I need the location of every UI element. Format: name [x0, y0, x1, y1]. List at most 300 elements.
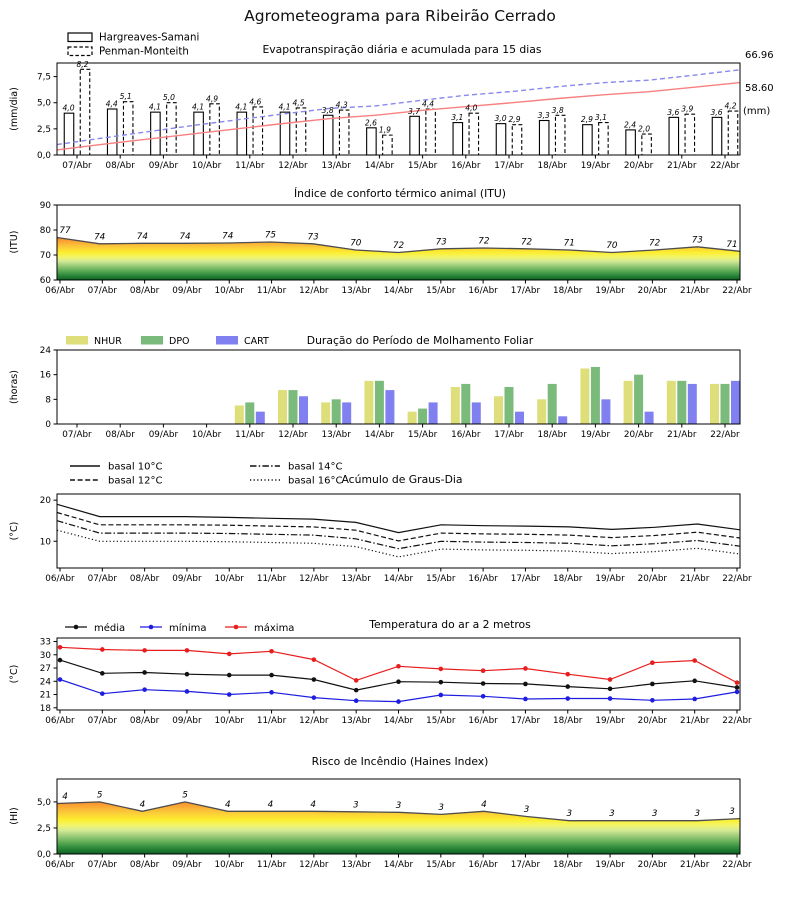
marker-média — [650, 682, 655, 687]
x-tick-label: 11/Abr — [256, 716, 287, 726]
marker-mínima — [396, 699, 401, 704]
x-tick-label: 09/Abr — [148, 430, 179, 440]
x-tick-label: 22/Abr — [722, 716, 752, 726]
point-value-label: 3 — [523, 805, 530, 815]
bar-cart — [256, 412, 265, 424]
marker-média — [269, 673, 274, 678]
marker-média — [142, 670, 147, 675]
bar-value-label: 4,1 — [192, 102, 205, 112]
x-tick-label: 13/Abr — [341, 716, 371, 726]
x-tick-label: 15/Abr — [426, 574, 456, 584]
point-value-label: 4 — [62, 791, 68, 802]
bar-value-label: 3,6 — [667, 107, 680, 117]
bar-value-label: 5,1 — [119, 92, 132, 102]
chart-graus-dia — [9, 462, 752, 585]
marker-mínima — [269, 690, 274, 695]
marker-mínima — [481, 694, 486, 699]
x-tick-label: 21/Abr — [667, 430, 697, 440]
y-tick-label: 5,0 — [37, 797, 51, 808]
x-tick-label: 12/Abr — [299, 860, 329, 870]
point-value-label: 3 — [566, 809, 573, 820]
marker-média — [354, 688, 359, 693]
marker-máxima — [439, 667, 444, 672]
x-tick-label: 18/Abr — [537, 161, 567, 171]
x-tick-label: 17/Abr — [510, 286, 541, 296]
y-tick-label: 70 — [39, 251, 51, 261]
bar-value-label: 3,8 — [321, 105, 334, 115]
x-tick-label: 17/Abr — [510, 860, 541, 870]
x-tick-label: 19/Abr — [580, 161, 611, 171]
y-tick-label: 33 — [39, 637, 51, 648]
x-tick-label: 13/Abr — [321, 430, 351, 440]
x-tick-label: 14/Abr — [364, 430, 395, 440]
x-tick-label: 19/Abr — [595, 286, 625, 296]
bar-dpo — [591, 367, 600, 424]
x-tick-label: 22/Abr — [722, 286, 752, 296]
x-tick-label: 13/Abr — [341, 286, 371, 296]
point-value-label: 74 — [222, 231, 234, 242]
bar-penman — [80, 69, 90, 155]
marker-média — [481, 681, 486, 686]
marker-mínima — [692, 697, 697, 702]
x-tick-label: 09/Abr — [172, 574, 202, 584]
bar-nhur — [364, 381, 373, 424]
y-tick-label: 0,0 — [37, 151, 51, 161]
marker-média — [523, 682, 528, 687]
y-tick-label: 24 — [39, 677, 51, 688]
x-tick-label: 08/Abr — [129, 716, 160, 726]
x-tick-label: 16/Abr — [468, 574, 498, 584]
marker-mínima — [439, 693, 444, 698]
x-tick-label: 19/Abr — [595, 716, 625, 726]
marker-máxima — [227, 652, 232, 657]
marker-média — [58, 658, 63, 663]
bar-hargreaves — [367, 128, 377, 155]
y-tick-label: 27 — [39, 664, 51, 675]
bar-penman — [296, 108, 306, 155]
bar-value-label: 3,1 — [451, 113, 464, 123]
bar-hargreaves — [712, 117, 722, 155]
bar-value-label: 4,0 — [62, 103, 75, 113]
x-tick-label: 19/Abr — [595, 574, 625, 584]
x-tick-label: 18/Abr — [553, 574, 583, 584]
bar-hargreaves — [626, 130, 636, 155]
x-tick-label: 06/Abr — [45, 860, 75, 870]
marker-média — [565, 684, 570, 689]
point-value-label: 74 — [179, 231, 191, 242]
marker-máxima — [142, 648, 147, 653]
x-tick-label: 07/Abr — [62, 161, 92, 171]
x-tick-label: 18/Abr — [553, 716, 583, 726]
point-value-label: 3 — [651, 809, 658, 820]
point-value-label: 72 — [649, 238, 661, 249]
point-value-label: 72 — [392, 241, 405, 251]
x-tick-label: 16/Abr — [468, 286, 498, 296]
bar-value-label: 3,9 — [681, 104, 694, 114]
x-tick-label: 22/Abr — [722, 860, 752, 870]
x-tick-label: 06/Abr — [45, 574, 75, 584]
x-tick-label: 15/Abr — [426, 860, 456, 870]
bar-hargreaves — [151, 112, 161, 155]
subplot-title: Acúmulo de Graus-Dia — [341, 473, 463, 486]
x-tick-label: 08/Abr — [105, 430, 135, 440]
bar-value-label: 4,6 — [249, 97, 262, 107]
x-tick-label: 14/Abr — [383, 286, 414, 296]
x-tick-label: 13/Abr — [341, 574, 371, 584]
x-tick-label: 06/Abr — [45, 286, 75, 296]
legend-label: Hargreaves-Samani — [99, 32, 200, 44]
marker-mínima — [100, 691, 105, 696]
bar-penman — [512, 125, 522, 155]
y-axis-label: (°C) — [9, 664, 20, 684]
x-tick-label: 17/Abr — [494, 161, 524, 171]
bar-penman — [642, 134, 652, 155]
y-tick-label: 16 — [39, 370, 51, 381]
marker-mínima — [565, 696, 570, 701]
bar-value-label: 5,0 — [162, 93, 175, 103]
bar-penman — [123, 102, 133, 155]
point-value-label: 73 — [307, 232, 319, 243]
marker-máxima — [523, 666, 528, 671]
bar-hargreaves — [410, 116, 420, 155]
bar-cart — [299, 396, 308, 424]
subplot-title: Risco de Incêndio (Haines Index) — [311, 755, 489, 768]
legend-swatch-dashed — [68, 47, 92, 56]
bar-penman — [685, 114, 695, 155]
point-value-label: 71 — [726, 239, 738, 250]
bar-value-label: 2,9 — [508, 115, 521, 125]
y-tick-label: 90 — [39, 201, 51, 211]
bar-dpo — [721, 384, 730, 424]
point-value-label: 5 — [96, 790, 103, 801]
x-tick-label: 08/Abr — [105, 161, 135, 171]
bar-penman — [555, 115, 565, 155]
x-tick-label: 10/Abr — [214, 286, 244, 296]
x-tick-label: 18/Abr — [553, 860, 583, 870]
x-tick-label: 16/Abr — [468, 716, 498, 726]
marker-máxima — [692, 658, 697, 663]
marker-máxima — [565, 672, 570, 677]
y-tick-label: 30 — [39, 650, 51, 661]
x-tick-label: 18/Abr — [537, 430, 567, 440]
marker-média — [439, 680, 444, 685]
bar-hargreaves — [453, 123, 463, 155]
x-tick-label: 21/Abr — [667, 161, 697, 171]
chart-temperatura — [9, 618, 752, 726]
y-tick-label: 5,0 — [37, 98, 51, 109]
bar-dpo — [634, 375, 643, 424]
x-tick-label: 12/Abr — [278, 430, 308, 440]
y-tick-label: 21 — [39, 690, 51, 701]
marker-máxima — [269, 649, 274, 654]
point-value-label: 71 — [563, 238, 575, 249]
bar-nhur — [710, 384, 719, 424]
x-tick-label: 12/Abr — [299, 716, 329, 726]
bar-penman — [426, 109, 436, 155]
legend-label: basal 14°C — [288, 461, 343, 473]
x-tick-label: 10/Abr — [214, 574, 244, 584]
subplot-title: Evapotranspiração diária e acumulada para 15 dias — [262, 43, 542, 56]
x-tick-label: 18/Abr — [553, 286, 583, 296]
point-value-label: 3 — [729, 807, 735, 818]
bar-value-label: 2,9 — [580, 115, 593, 125]
x-tick-label: 10/Abr — [191, 161, 222, 171]
chart-molhamento-foliar — [9, 334, 740, 440]
marker-média — [185, 672, 190, 677]
y-tick-label: 2,5 — [37, 124, 51, 135]
y-tick-label: 18 — [39, 703, 51, 714]
marker-mínima — [354, 698, 359, 703]
x-tick-label: 06/Abr — [45, 716, 75, 726]
x-tick-label: 16/Abr — [451, 161, 481, 171]
bar-dpo — [505, 387, 514, 424]
marker-média — [692, 679, 697, 684]
bar-nhur — [537, 399, 546, 424]
marker-mínima — [523, 697, 528, 702]
x-tick-label: 07/Abr — [87, 286, 118, 296]
point-value-label: 70 — [606, 241, 618, 251]
bar-nhur — [408, 412, 417, 424]
x-tick-label: 21/Abr — [679, 716, 710, 726]
bar-value-label: 2,4 — [624, 120, 637, 130]
subplot-title: Duração do Período de Molhamento Foliar — [306, 334, 534, 347]
x-tick-label: 20/Abr — [637, 286, 668, 296]
marker-média — [100, 671, 105, 676]
point-value-label: 77 — [59, 226, 71, 236]
bar-penman — [728, 111, 738, 155]
x-tick-label: 21/Abr — [679, 860, 710, 870]
bar-value-label: 1,9 — [378, 125, 391, 135]
chart-itu — [9, 187, 752, 296]
marker-máxima — [608, 677, 613, 682]
x-tick-label: 12/Abr — [299, 286, 329, 296]
bar-dpo — [418, 409, 427, 424]
bar-value-label: 8,2 — [76, 59, 89, 69]
x-tick-label: 13/Abr — [321, 161, 351, 171]
bar-hargreaves — [583, 125, 593, 155]
x-tick-label: 21/Abr — [679, 286, 710, 296]
marker-mínima — [735, 690, 740, 695]
bar-cart — [342, 402, 351, 424]
bar-hargreaves — [496, 124, 506, 155]
point-value-label: 3 — [694, 809, 701, 820]
bar-penman — [599, 123, 609, 155]
bar-value-label: 4,9 — [206, 94, 219, 104]
main-title: Agrometeograma para Ribeirão Cerrado — [244, 7, 556, 25]
point-value-label: 75 — [264, 230, 277, 241]
bar-nhur — [667, 381, 676, 424]
legend-label: basal 12°C — [108, 475, 163, 487]
bar-dpo — [461, 384, 470, 424]
chart-haines — [9, 755, 752, 870]
point-value-label: 3 — [438, 802, 444, 813]
bar-penman — [383, 135, 393, 155]
subplot-title: Temperatura do ar a 2 metros — [369, 618, 531, 631]
legend-label: basal 10°C — [108, 461, 163, 473]
bar-nhur — [321, 402, 330, 424]
marker-média — [227, 673, 232, 678]
x-tick-label: 22/Abr — [710, 430, 740, 440]
bar-hargreaves — [669, 117, 679, 155]
marker-máxima — [396, 664, 401, 669]
marker-mínima — [650, 698, 655, 703]
chart-evapotranspiracao — [9, 33, 774, 172]
penman-total-label: 66.96 — [745, 50, 774, 61]
bar-cart — [645, 412, 654, 424]
point-value-label: 70 — [350, 238, 362, 249]
x-tick-label: 12/Abr — [299, 574, 329, 584]
x-tick-label: 15/Abr — [426, 716, 456, 726]
x-tick-label: 17/Abr — [510, 574, 541, 584]
bar-dpo — [245, 402, 254, 424]
point-value-label: 72 — [520, 237, 533, 248]
bar-value-label: 3,6 — [710, 107, 723, 117]
bar-nhur — [494, 396, 503, 424]
bar-nhur — [624, 381, 633, 424]
legend-marker-máxima — [234, 625, 239, 630]
mm-unit-label: (mm) — [743, 106, 771, 117]
y-tick-label: 80 — [39, 226, 51, 236]
y-axis-label: (ITU) — [9, 230, 20, 254]
bar-penman — [469, 113, 479, 155]
point-value-label: 4 — [224, 799, 231, 810]
bar-nhur — [278, 390, 287, 424]
subplot-title: Índice de conforto térmico animal (ITU) — [293, 187, 507, 200]
bar-value-label: 4,0 — [465, 103, 478, 113]
x-tick-label: 20/Abr — [623, 161, 654, 171]
point-value-label: 72 — [478, 236, 490, 247]
x-tick-label: 20/Abr — [637, 574, 668, 584]
bar-value-label: 3,1 — [594, 113, 607, 123]
bar-value-label: 4,5 — [292, 98, 305, 108]
point-value-label: 3 — [395, 800, 402, 811]
legend-swatch-cart — [216, 336, 238, 345]
x-tick-label: 08/Abr — [129, 574, 160, 584]
legend-marker-mínima — [149, 625, 154, 630]
x-tick-label: 08/Abr — [129, 286, 160, 296]
bar-penman — [210, 104, 220, 155]
bar-cart — [688, 384, 697, 424]
x-tick-label: 09/Abr — [172, 716, 202, 726]
bar-dpo — [548, 384, 557, 424]
y-axis-label: (mm/dia) — [9, 87, 20, 131]
y-axis-label: (HI) — [9, 807, 20, 825]
x-tick-label: 09/Abr — [148, 161, 179, 171]
x-tick-label: 20/Abr — [637, 716, 668, 726]
x-tick-label: 14/Abr — [364, 161, 395, 171]
bar-dpo — [375, 381, 384, 424]
bar-value-label: 4,1 — [235, 102, 248, 112]
bar-value-label: 3,7 — [408, 106, 421, 116]
point-value-label: 4 — [481, 799, 487, 810]
legend-label: DPO — [169, 336, 190, 347]
marker-mínima — [185, 689, 190, 694]
marker-mínima — [608, 696, 613, 701]
x-tick-label: 17/Abr — [494, 430, 524, 440]
bar-cart — [558, 416, 567, 424]
point-value-label: 3 — [353, 800, 359, 811]
x-tick-label: 15/Abr — [407, 161, 438, 171]
y-tick-label: 0 — [45, 420, 51, 430]
x-tick-label: 10/Abr — [191, 430, 222, 440]
bar-cart — [429, 402, 438, 424]
x-tick-label: 08/Abr — [129, 860, 160, 870]
bar-nhur — [235, 406, 244, 425]
marker-mínima — [227, 692, 232, 697]
legend-swatch-nhur — [66, 336, 88, 345]
legend-swatch-solid — [68, 33, 92, 42]
x-tick-label: 19/Abr — [595, 860, 625, 870]
bar-cart — [515, 412, 524, 424]
x-tick-label: 11/Abr — [256, 286, 287, 296]
bar-dpo — [289, 390, 298, 424]
marker-média — [608, 686, 613, 691]
bar-hargreaves — [280, 112, 290, 155]
marker-mínima — [142, 687, 147, 692]
x-tick-label: 07/Abr — [87, 574, 118, 584]
bar-value-label: 4,4 — [105, 99, 118, 109]
legend-label: basal 16°C — [288, 475, 343, 487]
bar-dpo — [332, 399, 341, 424]
bar-value-label: 4,4 — [422, 99, 435, 109]
x-tick-label: 09/Abr — [172, 860, 202, 870]
x-tick-label: 11/Abr — [235, 430, 265, 440]
y-axis-label: (horas) — [9, 370, 20, 404]
bar-hargreaves — [323, 115, 333, 155]
bar-penman — [253, 107, 262, 155]
point-value-label: 73 — [691, 235, 703, 246]
x-tick-label: 20/Abr — [623, 430, 654, 440]
marker-máxima — [650, 660, 655, 665]
x-tick-label: 21/Abr — [679, 574, 710, 584]
x-tick-label: 07/Abr — [87, 716, 118, 726]
x-tick-label: 16/Abr — [468, 860, 498, 870]
legend-swatch-dpo — [141, 336, 163, 345]
bar-value-label: 4,1 — [148, 102, 161, 112]
y-tick-label: 7,5 — [37, 72, 51, 83]
point-value-label: 4 — [310, 799, 316, 810]
bar-cart — [385, 390, 394, 424]
marker-máxima — [481, 668, 486, 673]
y-tick-label: 10 — [39, 537, 51, 548]
x-tick-label: 13/Abr — [341, 860, 371, 870]
y-tick-label: 0,0 — [37, 850, 51, 860]
x-tick-label: 07/Abr — [87, 860, 118, 870]
legend-label: Penman-Monteith — [99, 46, 189, 58]
bar-value-label: 4,2 — [724, 101, 737, 111]
marker-máxima — [185, 648, 190, 653]
marker-máxima — [312, 657, 317, 662]
x-tick-label: 07/Abr — [62, 430, 92, 440]
legend-marker-média — [74, 625, 79, 630]
x-tick-label: 14/Abr — [383, 574, 414, 584]
legend-label: média — [94, 623, 126, 634]
x-tick-label: 11/Abr — [256, 860, 287, 870]
x-tick-label: 10/Abr — [214, 860, 244, 870]
x-tick-label: 16/Abr — [451, 430, 481, 440]
bar-value-label: 4,3 — [335, 100, 348, 110]
x-tick-label: 15/Abr — [426, 286, 456, 296]
bar-cart — [472, 402, 481, 424]
x-tick-label: 14/Abr — [383, 860, 414, 870]
y-axis-label: (°C) — [9, 521, 20, 541]
bar-hargreaves — [539, 121, 549, 156]
legend-label: mínima — [169, 623, 207, 634]
x-tick-label: 14/Abr — [383, 716, 414, 726]
point-value-label: 73 — [435, 237, 447, 248]
bar-dpo — [677, 381, 686, 424]
bar-value-label: 3,8 — [551, 105, 564, 115]
